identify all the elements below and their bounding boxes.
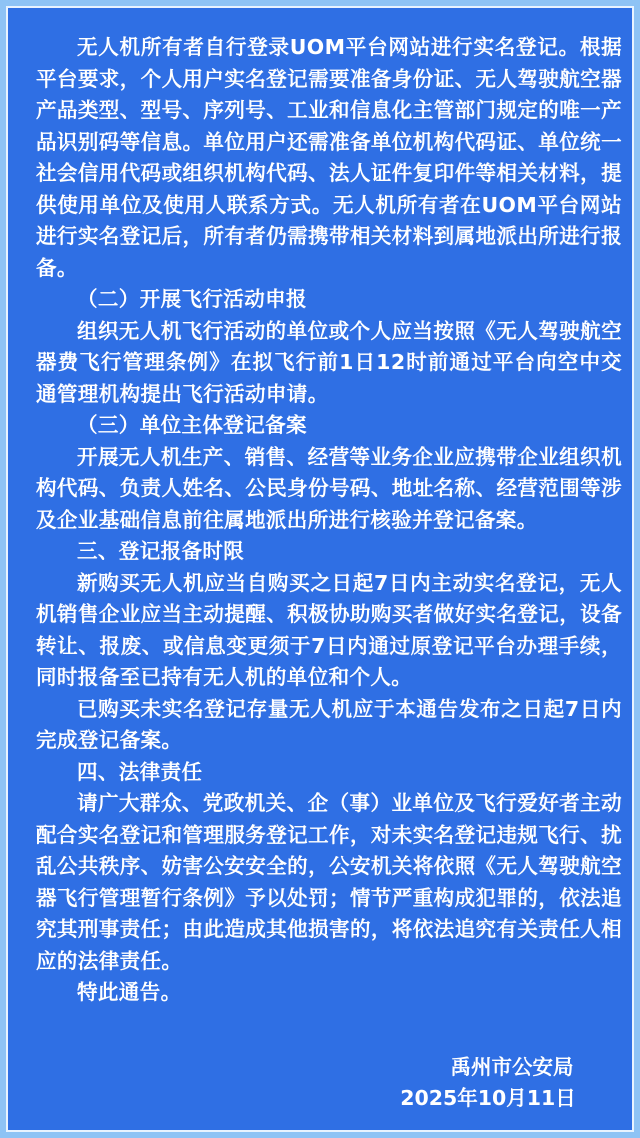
paragraph-entity-registration: 开展无人机生产、销售、经营等业务企业应携带企业组织机构代码、负责人姓名、公民身份号码、地址名称、经营范围等涉及企业基础信息前往属地派出所进行核验并登记备案。 <box>36 444 622 532</box>
notice-body <box>36 32 622 1009</box>
signature-organization: 禹州市公安局 <box>450 1055 574 1079</box>
heading-entity-registration: （三）单位主体登记备案 <box>77 413 307 437</box>
closing-statement: 特此通告。 <box>77 980 182 1004</box>
heading-flight-declaration: （二）开展飞行活动申报 <box>77 287 307 311</box>
paragraph-legal-liability: 请广大群众、党政机关、企（事）业单位及飞行爱好者主动配合实名登记和管理服务登记工作，对未实名登记违规飞行、扰乱公共秩序、妨害公安安全的，公安机关将依照《无人驾驶航空器飞行管理暂行条例》予以处罚；情节严重构成犯罪的，依法追究其刑事责任；由此造成其他损害的，将依法追究有关责任人相应的法律责任。 <box>36 791 622 973</box>
paragraph-existing-drones: 已购买未实名登记存量无人机应于本通告发布之日起7日内完成登记备案。 <box>36 696 622 752</box>
signature-date: 2025年10月11日 <box>400 1086 576 1110</box>
paragraph-new-purchase: 新购买无人机应当自购买之日起7日内主动实名登记，无人机销售企业应当主动提醒、积极协助购买者做好实名登记，设备转让、报废、或信息变更须于7日内通过原登记平台办理手续，同时报备至已持有无人机的单位和个人。 <box>36 570 622 689</box>
heading-legal-liability: 四、法律责任 <box>77 759 203 784</box>
paragraph-uom-registration: 无人机所有者自行登录UOM平台网站进行实名登记。根据平台要求，个人用户实名登记需要准备身份证、无人驾驶航空器产品类型、型号、序列号、工业和信息化主管部门规定的唯一产品识别码等信息。单位用户还需准备单位机构代码证、单位统一社会信用代码或组织机构代码、法人证件复印件等相关材料，提供使用单位及使用人联系方式。无人机所有者在UOM平台网站进行实名登记后，所有者仍需携带相关材料到属地派出所进行报备。 <box>36 35 622 280</box>
heading-time-limit: 三、登记报备时限 <box>77 539 245 563</box>
paragraph-flight-declaration: 组织无人机飞行活动的单位或个人应当按照《无人驾驶航空器费飞行管理条例》在拟飞行前1日12时前通过平台向空中交通管理机构提出飞行活动申请。 <box>36 318 622 406</box>
